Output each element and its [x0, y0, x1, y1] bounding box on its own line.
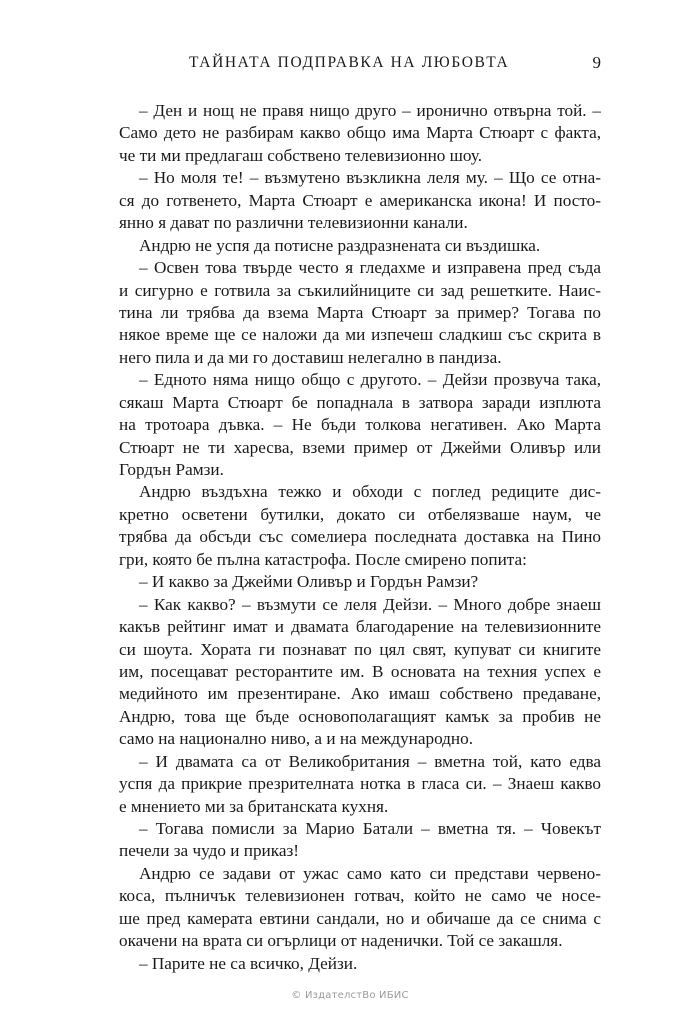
text-line: Само дето не разбирам какво общо има Марта Стюарт с факта, [119, 123, 601, 143]
text-line: – И какво за Джейми Оливър и Гордън Рамзи? [139, 572, 479, 592]
text-line: какъв рейтинг имат и двамата благодарение на телевизионните [119, 617, 601, 637]
body-text [119, 100, 601, 975]
page-number: 9 [592, 53, 601, 72]
text-line: Стюарт не ти харесва, вземи пример от Джейми Оливър или [119, 437, 601, 457]
text-line: че ти ми предлагаш собствено телевизионно шоу. [119, 145, 483, 165]
text-line: трябва да обсъди със сомелиера последната доставка на Пино [119, 527, 601, 547]
text-line: – Как какво? – възмути се леля Дейзи. – Много добре знаеш [139, 594, 601, 614]
text-line: – И двамата са от Великобритания – вметна той, като едва [139, 751, 601, 771]
text-line: коса, пълничък телевизионен готвач, който не само че носе- [119, 886, 601, 906]
running-head [119, 54, 601, 78]
text-line: Андрю въздъхна тежко и обходи с поглед редиците дис- [139, 482, 601, 502]
text-line: някое време ще се наложи да ми изпечеш сладкиш със скрита в [119, 325, 601, 345]
text-line: ше пред камерата евтини сандали, но и обичаше да се снима с [119, 908, 601, 928]
text-line: – Парите не са всичко, Дейзи. [139, 953, 358, 973]
text-line: и сигурно е готвила за съкилийниците си зад решетките. Наис- [119, 280, 601, 300]
text-line: си шоута. Хората ги познават по цял свят, купуват си книгите [119, 639, 601, 659]
text-line: тина ли трябва да взема Марта Стюарт за пример? Тогава по [119, 302, 601, 322]
text-line: е мнението ми за британската кухня. [119, 796, 389, 816]
text-line: – Едното няма нищо общо с другото. – Дейзи прозвуча така, [139, 370, 601, 390]
text-line: Андрю, това ще бъде основополагащият камък за пробив не [119, 706, 601, 726]
text-line: печели за чудо и приказ! [119, 841, 299, 861]
text-line: – Ден и нощ не правя нищо друго – иронично отвърна той. – [139, 101, 601, 120]
text-line: успя да прикрие презрителната нотка в гласа си. – Знаеш какво [119, 774, 601, 794]
text-line: на тротоара дъвка. – Не бъди толкова негативен. Ако Марта [119, 415, 601, 435]
text-line: им, посещават ресторантите им. В основата на техния успех е [119, 661, 601, 681]
text-line: него пила и да ми го доставиш нелегално в пандиза. [119, 347, 502, 367]
text-line: сякаш Марта Стюарт бе попаднала в затвора заради изплюта [119, 392, 601, 412]
running-title: ТАЙНАТА ПОДПРАВКА НА ЛЮБОВТА [189, 54, 510, 71]
text-line: янно я дават по различни телевизионни канали. [119, 213, 468, 233]
text-line: ся до готвенето, Марта Стюарт е американска икона! И посто- [119, 190, 601, 210]
text-line: кретно осветени бутилки, докато си отбелязваше наум, че [119, 504, 601, 524]
text-line: Гордън Рамзи. [119, 460, 224, 479]
text-line: гри, която бе пълна катастрофа. После смирено попита: [119, 549, 527, 569]
text-line: – Но моля те! – възмутено възкликна леля му. – Що се отна- [139, 168, 601, 188]
text-line: Андрю не успя да потисне раздразнената си въздишка. [139, 235, 541, 255]
text-line: медийното им презентиране. Ако имаш собствено предаване, [119, 684, 601, 704]
text-line: – Освен това твърде често я гледахме и изправена пред съда [139, 258, 601, 278]
text-line: Андрю се задави от ужас само като си представи червено- [139, 863, 601, 883]
publisher-footer: © ИздателстВо ИБИС [291, 990, 409, 1001]
text-line: – Тогава помисли за Марио Батали – вметна тя. – Човекът [139, 819, 601, 838]
text-line: само на национално ниво, а и на международно. [119, 729, 474, 749]
text-line: окачени на врата си огърлици от наденички. Той се закашля. [119, 931, 563, 951]
